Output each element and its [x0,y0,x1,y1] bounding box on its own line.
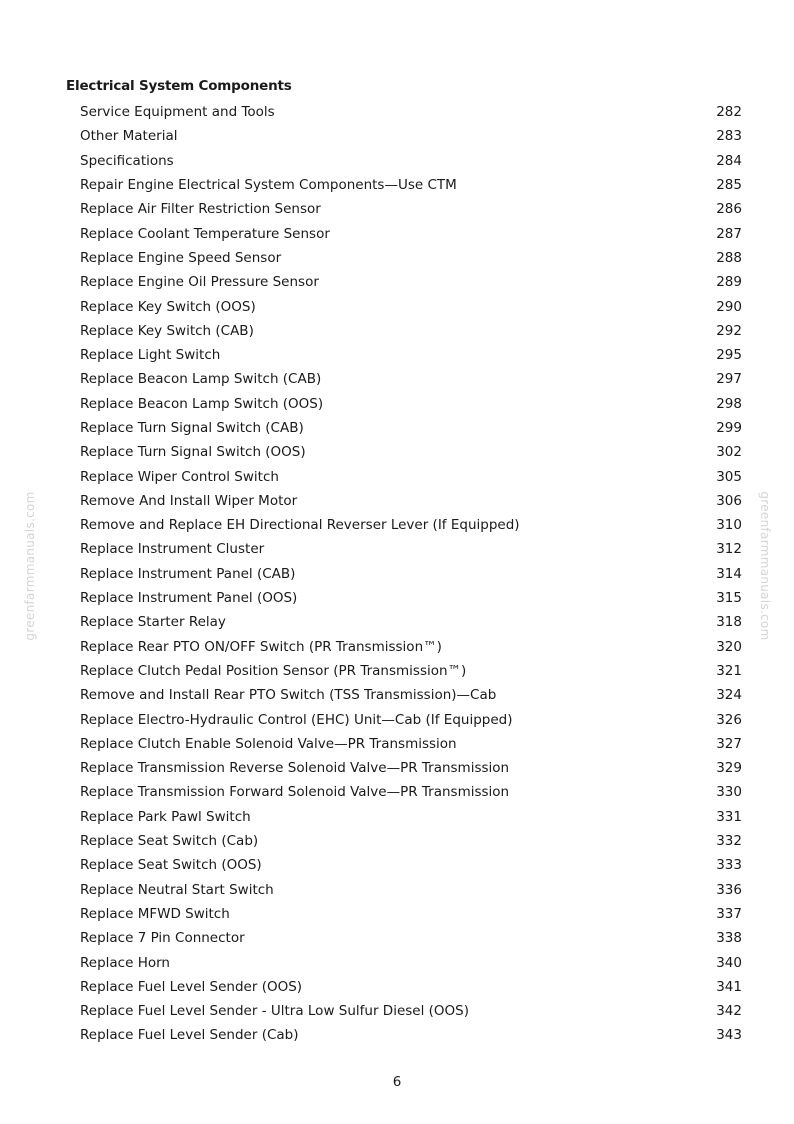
toc-entry-title[interactable]: Remove and Install Rear PTO Switch (TSS Transmission)—Cab [80,687,497,704]
toc-entry-page[interactable]: 343 [716,1027,742,1044]
toc-entry-page[interactable]: 341 [716,978,742,995]
toc-entry[interactable] [80,586,742,610]
toc-entry[interactable] [80,805,742,829]
toc-entry-title[interactable]: Specifications [80,152,174,169]
toc-entry[interactable] [80,756,742,780]
toc-entry-page[interactable]: 326 [716,711,742,728]
toc-entry-title[interactable]: Replace Instrument Cluster [80,541,265,558]
toc-entry-title[interactable]: Repair Engine Electrical System Components—Use CTM [80,177,457,194]
toc-entry-page[interactable]: 292 [716,322,742,339]
toc-entry[interactable] [80,100,742,124]
toc-entry-page[interactable]: 299 [716,420,742,436]
toc-entry-page[interactable]: 329 [716,760,742,777]
toc-entry[interactable] [80,1023,742,1047]
toc-entry-title[interactable]: Replace Horn [80,954,170,971]
toc-entry[interactable] [80,392,742,416]
toc-entry[interactable] [80,562,742,586]
toc-entry[interactable] [80,343,742,367]
toc-entry-title[interactable]: Replace Park Pawl Switch [80,808,251,825]
toc-entry-title[interactable]: Replace Turn Signal Switch (CAB) [80,420,304,436]
toc-entry-title[interactable]: Replace Key Switch (CAB) [80,322,254,339]
toc-entry-title[interactable]: Replace Wiper Control Switch [80,468,279,485]
toc-entry-page[interactable]: 298 [716,395,742,412]
toc-entry[interactable] [80,853,742,877]
toc-entry[interactable] [80,999,742,1023]
toc-entry-title[interactable]: Replace Transmission Forward Solenoid Valve—PR Transmission [80,784,510,801]
toc-entry-page[interactable]: 318 [716,614,742,631]
toc-entry-page[interactable]: 283 [716,128,742,145]
toc-entry[interactable] [80,878,742,902]
toc-entry-title[interactable]: Replace Engine Speed Sensor [80,249,282,266]
toc-entry-title[interactable]: Replace MFWD Switch [80,905,230,922]
toc-entry-page[interactable]: 306 [716,492,742,509]
toc-entry-title[interactable]: Replace Clutch Pedal Position Sensor (PR Transmission™) [80,662,467,679]
section-heading: Electrical System Components [66,78,292,94]
toc-entry-page[interactable]: 340 [716,954,742,971]
toc-entry-title[interactable]: Replace Beacon Lamp Switch (OOS) [80,395,324,412]
toc-entry-page[interactable]: 282 [716,104,742,121]
toc-entry-page[interactable]: 321 [716,662,742,679]
toc-entry-title[interactable]: Replace Seat Switch (OOS) [80,857,262,874]
toc-entry[interactable] [80,173,742,197]
toc-entry-title[interactable]: Replace Clutch Enable Solenoid Valve—PR Transmission [80,735,457,752]
toc-entry-title[interactable]: Replace Engine Oil Pressure Sensor [80,274,319,291]
toc-entry-title[interactable]: Replace Transmission Reverse Solenoid Valve—PR Transmission [80,760,510,777]
toc-entry[interactable] [80,124,742,148]
toc-entry-page[interactable]: 331 [716,808,742,825]
watermark-right: greenfarmmanuals.com [758,491,772,641]
toc-list [80,100,742,1048]
toc-entry-title[interactable]: Replace Electro-Hydraulic Control (EHC) Unit—Cab (If Equipped) [80,711,513,728]
toc-entry[interactable] [80,829,742,853]
toc-entry-page[interactable]: 336 [716,881,742,898]
toc-entry-page[interactable]: 288 [716,249,742,266]
toc-entry[interactable] [80,221,742,245]
toc-entry[interactable] [80,635,742,659]
toc-entry-title[interactable]: Replace Beacon Lamp Switch (CAB) [80,371,322,388]
toc-entry-page[interactable]: 315 [716,590,742,607]
toc-entry-title[interactable]: Replace Seat Switch (Cab) [80,833,259,850]
toc-entry-title[interactable]: Replace Neutral Start Switch [80,881,274,898]
page-number: 6 [392,1074,402,1090]
toc-entry-title[interactable]: Replace Rear PTO ON/OFF Switch (PR Transmission™) [80,638,442,655]
toc-entry-title[interactable]: Remove and Replace EH Directional Reverser Lever (If Equipped) [80,517,520,534]
toc-entry-page[interactable]: 289 [716,274,742,291]
toc-entry-page[interactable]: 342 [716,1003,742,1020]
toc-entry-title[interactable]: Replace Fuel Level Sender (OOS) [80,978,303,995]
toc-entry-page[interactable]: 295 [716,347,742,364]
toc-entry-page[interactable]: 337 [716,905,742,922]
toc-entry-title[interactable]: Other Material [80,128,178,145]
toc-entry-title[interactable]: Replace Fuel Level Sender - Ultra Low Sulfur Diesel (OOS) [80,1003,469,1020]
toc-entry-title[interactable]: Replace Air Filter Restriction Sensor [80,201,321,218]
toc-entry-page[interactable]: 312 [716,541,742,558]
toc-entry-page[interactable]: 324 [716,687,742,704]
watermark-left: greenfarmmanuals.com [23,491,37,641]
toc-entry[interactable] [80,367,742,391]
toc-entry-title[interactable]: Service Equipment and Tools [80,104,275,121]
toc-entry-page[interactable]: 286 [716,201,742,218]
toc-entry[interactable] [80,149,742,173]
toc-entry-page[interactable]: 310 [716,517,742,534]
toc-entry-page[interactable]: 327 [716,735,742,752]
toc-entry[interactable] [80,902,742,926]
toc-entry[interactable] [80,732,742,756]
toc-entry[interactable] [80,950,742,974]
toc-entry-title[interactable]: Replace Coolant Temperature Sensor [80,225,330,242]
toc-entry-page[interactable]: 290 [716,298,742,315]
toc-entry[interactable] [80,416,742,440]
toc-entry[interactable] [80,513,742,537]
toc-entry-page[interactable]: 320 [716,638,742,655]
toc-entry[interactable] [80,926,742,950]
toc-entry-title[interactable]: Replace Fuel Level Sender (Cab) [80,1027,299,1044]
toc-entry[interactable] [80,707,742,731]
toc-entry-page[interactable]: 287 [716,225,742,242]
toc-entry-page[interactable]: 333 [716,857,742,874]
toc-entry-page[interactable]: 302 [716,444,742,461]
toc-entry[interactable] [80,246,742,270]
toc-entry-title[interactable]: Replace 7 Pin Connector [80,930,245,947]
toc-entry[interactable] [80,464,742,488]
toc-entry[interactable] [80,197,742,221]
toc-entry[interactable] [80,319,742,343]
toc-entry-page[interactable]: 338 [716,930,742,947]
toc-entry[interactable] [80,610,742,634]
toc-entry-page[interactable]: 297 [716,371,742,388]
toc-entry-title[interactable]: Replace Turn Signal Switch (OOS) [80,444,306,461]
toc-entry[interactable] [80,659,742,683]
toc-entry-page[interactable]: 305 [716,468,742,485]
toc-entry[interactable] [80,683,742,707]
toc-entry[interactable] [80,975,742,999]
toc-entry-title[interactable]: Replace Instrument Panel (OOS) [80,590,298,607]
toc-entry[interactable] [80,780,742,804]
toc-entry-page[interactable]: 285 [716,177,742,194]
toc-entry-title[interactable]: Replace Key Switch (OOS) [80,298,256,315]
toc-entry-title[interactable]: Replace Starter Relay [80,614,226,631]
toc-entry[interactable] [80,440,742,464]
toc-entry-title[interactable]: Replace Light Switch [80,347,221,364]
toc-entry-title[interactable]: Remove And Install Wiper Motor [80,492,298,509]
toc-entry-title[interactable]: Replace Instrument Panel (CAB) [80,565,296,582]
toc-entry[interactable] [80,294,742,318]
toc-entry-page[interactable]: 314 [716,565,742,582]
toc-entry-page[interactable]: 284 [716,152,742,169]
toc-entry[interactable] [80,270,742,294]
toc-entry-page[interactable]: 330 [716,784,742,801]
toc-entry[interactable] [80,489,742,513]
toc-entry-page[interactable]: 332 [716,833,742,850]
toc-entry[interactable] [80,537,742,561]
